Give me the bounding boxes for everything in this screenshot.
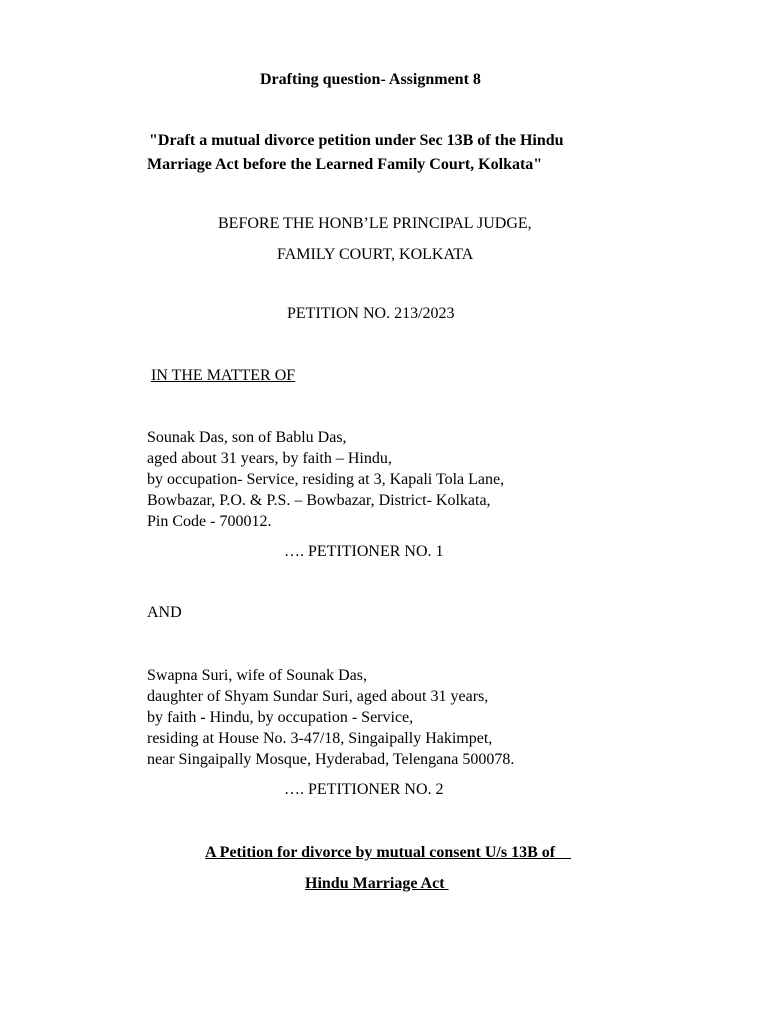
assignment-heading: Drafting question- Assignment 8 [260, 71, 481, 88]
petitioner2-label: …. PETITIONER NO. 2 [284, 781, 444, 798]
petitioner2-line-3: by faith - Hindu, by occupation - Service, [147, 709, 414, 726]
and-separator: AND [147, 604, 182, 621]
petitioner2-line-4: residing at House No. 3-47/18, Singaipally Hakimpet, [147, 730, 493, 747]
petitioner2-line-1: Swapna Suri, wife of Sounak Das, [147, 667, 367, 684]
petitioner1-line-3: by occupation- Service, residing at 3, Kapali Tola Lane, [147, 471, 505, 488]
petitioner1-line-5: Pin Code - 700012. [147, 513, 272, 530]
court-line-2: FAMILY COURT, KOLKATA [277, 246, 474, 263]
petitioner2-line-2: daughter of Shyam Sundar Suri, aged about 31 years, [147, 688, 489, 705]
in-the-matter-heading: IN THE MATTER OF [151, 367, 296, 384]
petitioner1-line-1: Sounak Das, son of Bablu Das, [147, 429, 347, 446]
petitioner1-line-2: aged about 31 years, by faith – Hindu, [147, 450, 392, 467]
petitioner2-line-5: near Singaipally Mosque, Hyderabad, Telengana 500078. [147, 751, 515, 768]
petition-title-line-1: A Petition for divorce by mutual consent U/s 13B of [205, 844, 572, 861]
court-line-1: BEFORE THE HONB’LE PRINCIPAL JUDGE, [218, 215, 532, 232]
petition-number: PETITION NO. 213/2023 [287, 305, 455, 322]
petitioner1-label: …. PETITIONER NO. 1 [284, 543, 444, 560]
question-line-1: "Draft a mutual divorce petition under Sec 13B of the Hindu [149, 132, 564, 149]
petition-title-line-2: Hindu Marriage Act [305, 875, 449, 892]
question-line-2: Marriage Act before the Learned Family Court, Kolkata" [147, 156, 543, 173]
petitioner1-line-4: Bowbazar, P.O. & P.S. – Bowbazar, District- Kolkata, [147, 492, 491, 509]
